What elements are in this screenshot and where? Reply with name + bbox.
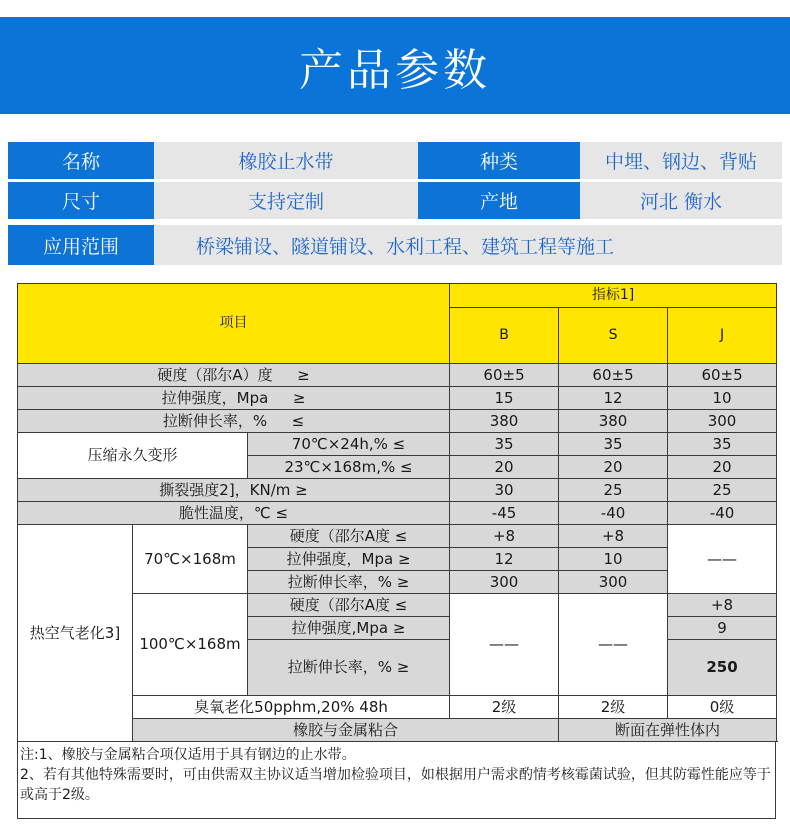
sub-row-label: 拉伸强度，Mpa ≥ <box>248 548 450 571</box>
row-label: 撕裂强度2]，KN/m ≥ <box>18 479 450 502</box>
header-item: 项目 <box>18 284 450 364</box>
value-s: 2级 <box>559 696 668 719</box>
value-j: 10 <box>668 387 777 410</box>
value-j: 20 <box>668 456 777 479</box>
value-s: 300 <box>559 571 668 594</box>
value-b: +8 <box>450 525 559 548</box>
attribute-row <box>8 225 782 265</box>
value-j: 250 <box>668 640 777 696</box>
sub-row-label: 23℃×168m,% ≤ <box>248 456 450 479</box>
value-s: —— <box>559 594 668 696</box>
attribute-value: 河北 衡水 <box>580 182 782 219</box>
header-col-j: J <box>668 308 777 364</box>
table-row <box>18 525 777 548</box>
attribute-value: 橡胶止水带 <box>154 142 418 179</box>
header-col-s: S <box>559 308 668 364</box>
group-label: 70℃×168m <box>133 525 248 594</box>
row-label: 臭氧老化50pphm,20% 48h <box>133 696 450 719</box>
title-banner <box>0 17 790 114</box>
value-b: 60±5 <box>450 364 559 387</box>
row-label: 橡胶与金属粘合 <box>133 719 559 742</box>
value-b: —— <box>450 594 559 696</box>
row-label: 硬度（邵尔A）度 ≥ <box>18 364 450 387</box>
bonding-value: 断面在弹性体内 <box>559 719 777 742</box>
value-b: 30 <box>450 479 559 502</box>
spec-table <box>17 283 777 742</box>
value-s: 20 <box>559 456 668 479</box>
sub-row-label: 硬度（邵尔A度 ≤ <box>248 525 450 548</box>
attribute-label: 尺寸 <box>8 182 154 219</box>
row-label: 拉伸强度，Mpa ≥ <box>18 387 450 410</box>
value-s: 10 <box>559 548 668 571</box>
value-b: 12 <box>450 548 559 571</box>
value-s: 12 <box>559 387 668 410</box>
sub-row-label: 拉断伸长率，% ≥ <box>248 640 450 696</box>
sub-row-label: 硬度（邵尔A度 ≤ <box>248 594 450 617</box>
row-label: 热空气老化3] <box>18 525 133 742</box>
attribute-row <box>8 182 782 219</box>
value-b: 15 <box>450 387 559 410</box>
value-b: 2级 <box>450 696 559 719</box>
sub-row-label: 70℃×24h,% ≤ <box>248 433 450 456</box>
value-j: 9 <box>668 617 777 640</box>
attribute-label: 名称 <box>8 142 154 179</box>
value-j: 35 <box>668 433 777 456</box>
value-j: -40 <box>668 502 777 525</box>
header-col-b: B <box>450 308 559 364</box>
attribute-row <box>8 142 782 179</box>
value-j: 60±5 <box>668 364 777 387</box>
attribute-value: 支持定制 <box>154 182 418 219</box>
table-row <box>18 433 777 456</box>
value-j: 0级 <box>668 696 777 719</box>
group-label: 100℃×168m <box>133 594 248 696</box>
attribute-label: 应用范围 <box>8 225 154 265</box>
note-line: 注:1、橡胶与金属粘合项仅适用于具有钢边的止水带。 <box>20 747 356 763</box>
value-s: 35 <box>559 433 668 456</box>
value-b: 35 <box>450 433 559 456</box>
value-j: +8 <box>668 594 777 617</box>
value-j: 300 <box>668 410 777 433</box>
table-row <box>18 410 777 433</box>
table-row <box>18 502 777 525</box>
table-row <box>18 387 777 410</box>
table-row <box>18 479 777 502</box>
row-label: 压缩永久变形 <box>18 433 248 479</box>
value-s: 60±5 <box>559 364 668 387</box>
sub-row-label: 拉伸强度,Mpa ≥ <box>248 617 450 640</box>
value-s: 380 <box>559 410 668 433</box>
row-label: 脆性温度，℃ ≤ <box>18 502 450 525</box>
row-label: 拉断伸长率，% ≤ <box>18 410 450 433</box>
value-b: 20 <box>450 456 559 479</box>
table-row <box>18 364 777 387</box>
attribute-label: 种类 <box>418 142 580 179</box>
value-s: +8 <box>559 525 668 548</box>
value-j: —— <box>668 525 777 594</box>
sub-row-label: 拉断伸长率，% ≥ <box>248 571 450 594</box>
value-b: 380 <box>450 410 559 433</box>
attribute-value: 桥梁铺设、隧道铺设、水利工程、建筑工程等施工 <box>154 225 782 265</box>
attribute-value: 中埋、钢边、背贴 <box>580 142 782 179</box>
value-j: 25 <box>668 479 777 502</box>
notes <box>17 741 776 819</box>
note-line: 2、若有其他特殊需要时，可由供需双主协议适当增加检验项目，如根据用户需求酌情考核霉菌试验，但其防霉性能应等于或高于2级。 <box>20 767 771 803</box>
value-s: 25 <box>559 479 668 502</box>
header-indicator: 指标1] <box>450 284 777 308</box>
value-s: -40 <box>559 502 668 525</box>
value-b: -45 <box>450 502 559 525</box>
page-title: 产品参数 <box>299 44 491 96</box>
attribute-label: 产地 <box>418 182 580 219</box>
value-b: 300 <box>450 571 559 594</box>
